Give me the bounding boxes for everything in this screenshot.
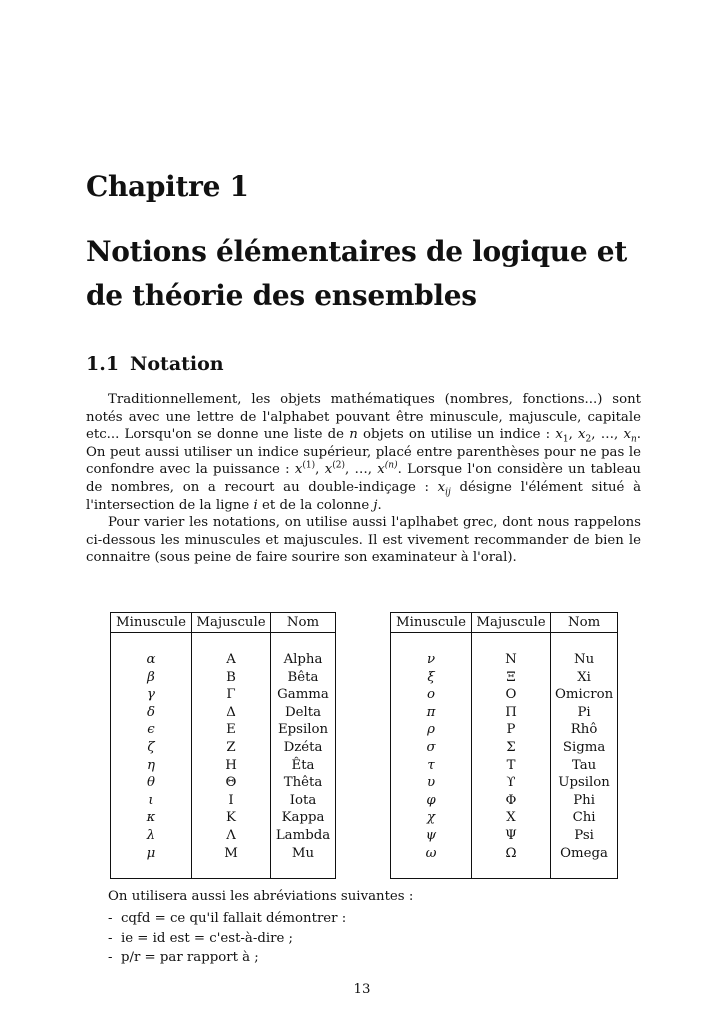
spacer-cell (111, 633, 192, 652)
text-run: désigne l'élément situé à l'intersection de la ligne (86, 479, 641, 513)
table-row (111, 651, 336, 669)
greek-lowercase: ω (391, 845, 472, 879)
greek-lowercase: η (111, 757, 192, 775)
greek-uppercase: K (192, 809, 271, 827)
math-x: x (324, 462, 333, 478)
greek-name: Omicron (555, 687, 614, 703)
paragraph-notation (86, 391, 641, 514)
table-row (111, 704, 336, 722)
greek-name: Bêta (287, 669, 319, 685)
section-heading (86, 353, 224, 375)
ellipsis: , …, (591, 427, 624, 443)
greek-name: Iota (289, 792, 317, 808)
greek-name: Thêta (283, 775, 323, 791)
section-number: 1.1 (86, 353, 120, 375)
text-run: objets on utilise un indice : (357, 427, 556, 443)
greek-name: Êta (291, 757, 315, 773)
list-item: - p/r = par rapport à ; (108, 948, 346, 968)
greek-lowercase: β (111, 669, 192, 687)
greek-lowercase: ξ (391, 669, 472, 687)
greek-lowercase: ν (391, 651, 472, 669)
page-number: 13 (353, 982, 371, 997)
greek-lowercase: κ (111, 809, 192, 827)
greek-lowercase: π (391, 704, 472, 722)
chapter-title: Notions élémentaires de logique et de théorie des ensembles (86, 235, 627, 312)
greek-lowercase: τ (391, 757, 472, 775)
greek-uppercase: Ξ (472, 669, 551, 687)
greek-lowercase: θ (111, 774, 192, 792)
greek-name: Upsilon (558, 775, 610, 791)
greek-name: Rhô (570, 722, 598, 738)
table-row (111, 774, 336, 792)
subscript: n (630, 434, 637, 445)
greek-name: Tau (571, 757, 597, 773)
greek-uppercase: T (472, 757, 551, 775)
greek-lowercase: ϵ (111, 721, 192, 739)
spacer-cell (551, 633, 618, 652)
greek-name: Psi (574, 827, 594, 843)
table-row (111, 669, 336, 687)
header-minuscule: Minuscule (391, 613, 472, 633)
table-row (391, 739, 618, 757)
text-run: . Lorsque l'on considère un tableau de nombres, on a recourt au double-indiçage : (86, 462, 641, 495)
greek-lowercase: ζ (111, 739, 192, 757)
abbreviations-list (108, 909, 346, 968)
table-row (391, 651, 618, 669)
greek-name: Omega (560, 845, 608, 861)
greek-uppercase: ϒ (472, 774, 551, 792)
greek-uppercase: Ω (472, 845, 551, 879)
greek-name: Chi (572, 810, 596, 826)
greek-lowercase: χ (391, 809, 472, 827)
greek-lowercase: α (111, 651, 192, 669)
greek-lowercase: φ (391, 792, 472, 810)
table-row (391, 845, 618, 879)
greek-uppercase: Φ (472, 792, 551, 810)
section-title: Notation (130, 353, 224, 375)
table-row (391, 827, 618, 845)
text-run: Traditionnellement, les objets mathématiques (nombres, fonctions...) sont notés avec une lettre de l'alphabet pouvant être minuscule, majuscule, capitale etc... Lorsqu'on se donne une liste de (86, 392, 641, 443)
text-run: . On peut aussi utiliser un indice supérieur, placé entre parenthèses pour ne pas le confondre avec la puissance : (86, 427, 641, 478)
math-x: x (377, 462, 385, 478)
greek-uppercase: Δ (192, 704, 271, 722)
greek-name: Gamma (277, 687, 329, 703)
greek-name: Xi (577, 669, 591, 685)
subscript: ij (445, 487, 451, 498)
greek-lowercase: o (391, 686, 472, 704)
paragraph-greek-intro: Pour varier les notations, on utilise aussi l'aplhabet grec, dont nous rappelons ci-dessous les minuscules et majuscules. Il est vivement recommander de bien le connaitre (sous peine de faire sourire son examinateur à l'oral). (86, 515, 641, 566)
text-run: et de la colonne (257, 497, 374, 513)
spacer-cell (472, 633, 551, 652)
abbreviations-intro: On utilisera aussi les abréviations suivantes : (108, 889, 414, 904)
table-row (111, 809, 336, 827)
greek-lowercase: λ (111, 827, 192, 845)
table-row (391, 669, 618, 687)
greek-uppercase: Z (192, 739, 271, 757)
table-row (111, 739, 336, 757)
list-item: - cqfd = ce qu'il fallait démontrer : (108, 909, 346, 929)
table-row (391, 686, 618, 704)
greek-name: Nu (573, 652, 595, 667)
separator: , (568, 427, 579, 443)
math-x: x (437, 479, 446, 495)
table-row (111, 845, 336, 879)
table-row (391, 757, 618, 775)
superscript: (2) (332, 460, 345, 471)
greek-table-left (110, 612, 336, 879)
table-row (391, 774, 618, 792)
greek-uppercase: M (192, 845, 271, 879)
greek-lowercase: μ (111, 845, 192, 879)
text-run: . (377, 497, 382, 513)
greek-uppercase: O (472, 686, 551, 704)
greek-lowercase: σ (391, 739, 472, 757)
table-row (391, 809, 618, 827)
greek-name: Lambda (275, 827, 331, 843)
table-row (391, 792, 618, 810)
chapter-label: Chapitre 1 (86, 170, 249, 203)
table-row (391, 721, 618, 739)
table-row (391, 704, 618, 722)
header-minuscule: Minuscule (111, 613, 192, 633)
greek-name: Dzéta (283, 739, 323, 755)
table-row (111, 827, 336, 845)
greek-name: Alpha (283, 652, 323, 667)
math-x: x (623, 427, 631, 443)
greek-uppercase: B (192, 669, 271, 687)
math-x: x (555, 427, 563, 443)
greek-table-right (390, 612, 618, 879)
greek-uppercase: Ψ (472, 827, 551, 845)
spacer-cell (271, 633, 336, 652)
header-majuscule: Majuscule (472, 613, 551, 633)
greek-lowercase: ρ (391, 721, 472, 739)
greek-name: Pi (577, 704, 591, 720)
greek-name: Phi (573, 792, 595, 808)
greek-lowercase: ψ (391, 827, 472, 845)
greek-lowercase: γ (111, 686, 192, 704)
math-x: x (578, 427, 586, 443)
superscript: (n) (384, 460, 398, 471)
greek-name: Mu (291, 845, 315, 861)
table-row (111, 792, 336, 810)
greek-uppercase: N (472, 651, 551, 669)
greek-name: Kappa (281, 810, 325, 826)
greek-lowercase: υ (391, 774, 472, 792)
greek-name: Epsilon (277, 722, 329, 738)
greek-uppercase: X (472, 809, 551, 827)
greek-uppercase: A (192, 651, 271, 669)
greek-lowercase: δ (111, 704, 192, 722)
list-item: - ie = id est = c'est-à-dire ; (108, 929, 346, 949)
math-i: i (253, 497, 258, 513)
greek-uppercase: Γ (192, 686, 271, 704)
table-row (111, 757, 336, 775)
math-n: n (349, 427, 358, 443)
greek-lowercase: ι (111, 792, 192, 810)
spacer-cell (391, 633, 472, 652)
subscript: 1 (562, 434, 569, 445)
greek-uppercase: Π (472, 704, 551, 722)
greek-uppercase: P (472, 721, 551, 739)
ellipsis: , …, (344, 462, 378, 478)
greek-uppercase: Σ (472, 739, 551, 757)
greek-uppercase: I (192, 792, 271, 810)
subscript: 2 (585, 434, 592, 445)
greek-uppercase: Θ (192, 774, 271, 792)
header-nom: Nom (551, 613, 618, 633)
table-row (111, 686, 336, 704)
header-majuscule: Majuscule (192, 613, 271, 633)
math-x: x (294, 462, 303, 478)
table-row (111, 721, 336, 739)
header-nom: Nom (271, 613, 336, 633)
greek-name: Delta (284, 704, 322, 720)
greek-name: Sigma (562, 739, 606, 755)
separator: , (315, 462, 325, 478)
superscript: (1) (302, 460, 316, 471)
greek-uppercase: Λ (192, 827, 271, 845)
math-j: j (373, 497, 378, 513)
greek-uppercase: E (192, 721, 271, 739)
greek-uppercase: H (192, 757, 271, 775)
spacer-cell (192, 633, 271, 652)
